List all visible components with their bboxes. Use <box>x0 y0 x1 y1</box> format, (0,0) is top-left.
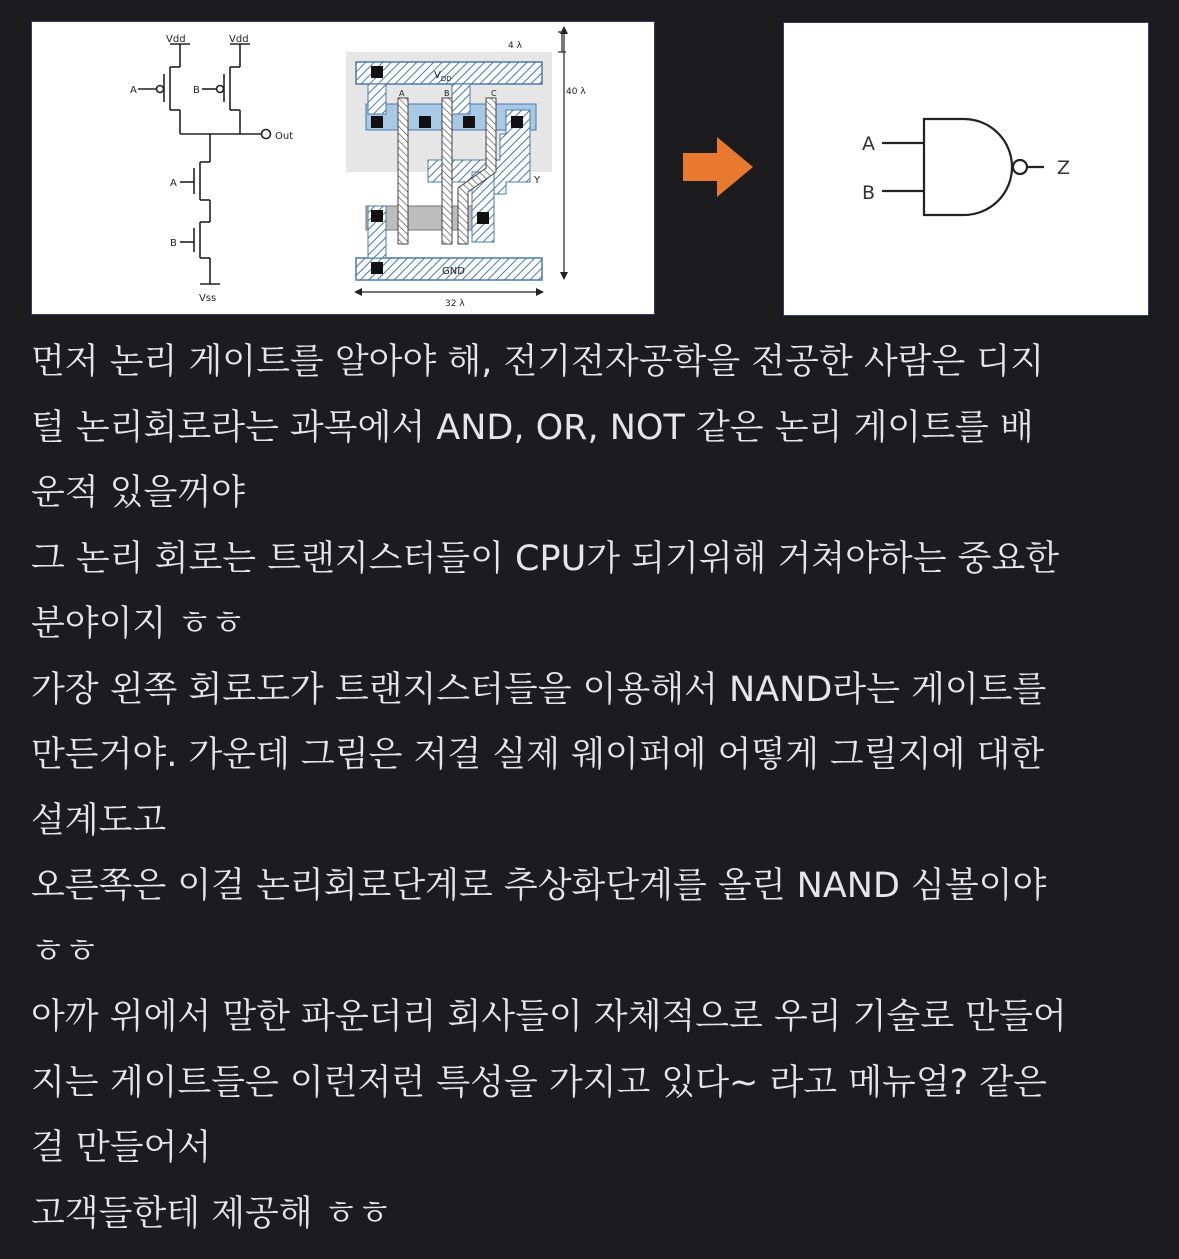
text-line: 분야이지 ㅎㅎ <box>31 604 245 644</box>
layout-y-label: Y <box>534 175 541 186</box>
text-line: 가장 왼쪽 회로도가 트랜지스터들을 이용해서 NAND라는 게이트를 <box>31 669 1047 710</box>
figure <box>31 21 1148 315</box>
layout-vdd-label: $V_{DD}$ <box>434 70 452 83</box>
layout-col-b: B <box>444 89 450 98</box>
schematic-layout-panel <box>31 21 655 315</box>
text-line: ㅎㅎ <box>31 931 99 972</box>
symbol-input-a: A <box>862 133 875 155</box>
symbol-input-b: B <box>862 182 876 204</box>
vdd-right-label: Vdd <box>229 34 249 45</box>
cmos-layout <box>346 26 568 296</box>
symbol-output-z: Z <box>1057 157 1071 179</box>
text-line: 고객들한테 제공해 ㅎㅎ <box>31 1193 392 1234</box>
layout-col-c: C <box>491 89 497 98</box>
input-a-top-label: A <box>130 85 137 96</box>
text-line: 그 논리 회로는 트랜지스터들이 CPU가 되기위해 거쳐야하는 중요한 <box>31 538 1060 579</box>
vss-label: Vss <box>199 293 217 304</box>
input-b-bottom-label: B <box>170 238 177 249</box>
dim-height-label: 40 λ <box>566 87 586 97</box>
text-line: 지는 게이트들은 이런저런 특성을 가지고 있다~ 라고 메뉴얼? 같은 <box>31 1062 1047 1103</box>
right-arrow-icon <box>681 135 755 199</box>
dim-width-label: 32 λ <box>445 299 465 309</box>
input-b-top-label: B <box>193 85 200 96</box>
nand-schematic-and-layout <box>32 22 654 314</box>
text-line: 아까 위에서 말한 파운더리 회사들이 자체적으로 우리 기술로 만들어 <box>31 997 1067 1037</box>
nand-symbol-panel <box>783 22 1149 316</box>
text-line: 오른쪽은 이걸 논리회로단계로 추상화단계를 올린 NAND 심볼이야 <box>31 866 1047 906</box>
text-line: 운적 있을꺼야 <box>31 473 245 513</box>
dim-top-label: 4 λ <box>508 41 522 51</box>
text-line: 걸 만들어서 <box>31 1128 212 1168</box>
text-line: 만든거야. 가운데 그림은 저걸 실제 웨이퍼에 어떻게 그릴지에 대한 <box>31 735 1045 775</box>
text-line: 털 논리회로라는 과목에서 AND, OR, NOT 같은 논리 게이트를 배 <box>31 407 1034 448</box>
transistor-schematic <box>138 44 271 284</box>
input-a-bottom-label: A <box>170 178 177 189</box>
nand-gate-symbol <box>784 23 1148 315</box>
out-label: Out <box>275 131 294 142</box>
text-line: 먼저 논리 게이트를 알아야 해, 전기전자공학을 전공한 사람은 디지 <box>31 342 1045 382</box>
text-line: 설계도고 <box>31 800 167 841</box>
layout-gnd-label: GND <box>442 266 465 277</box>
body-text <box>31 330 1161 1247</box>
layout-col-a: A <box>399 89 405 98</box>
vdd-left-label: Vdd <box>166 34 186 45</box>
